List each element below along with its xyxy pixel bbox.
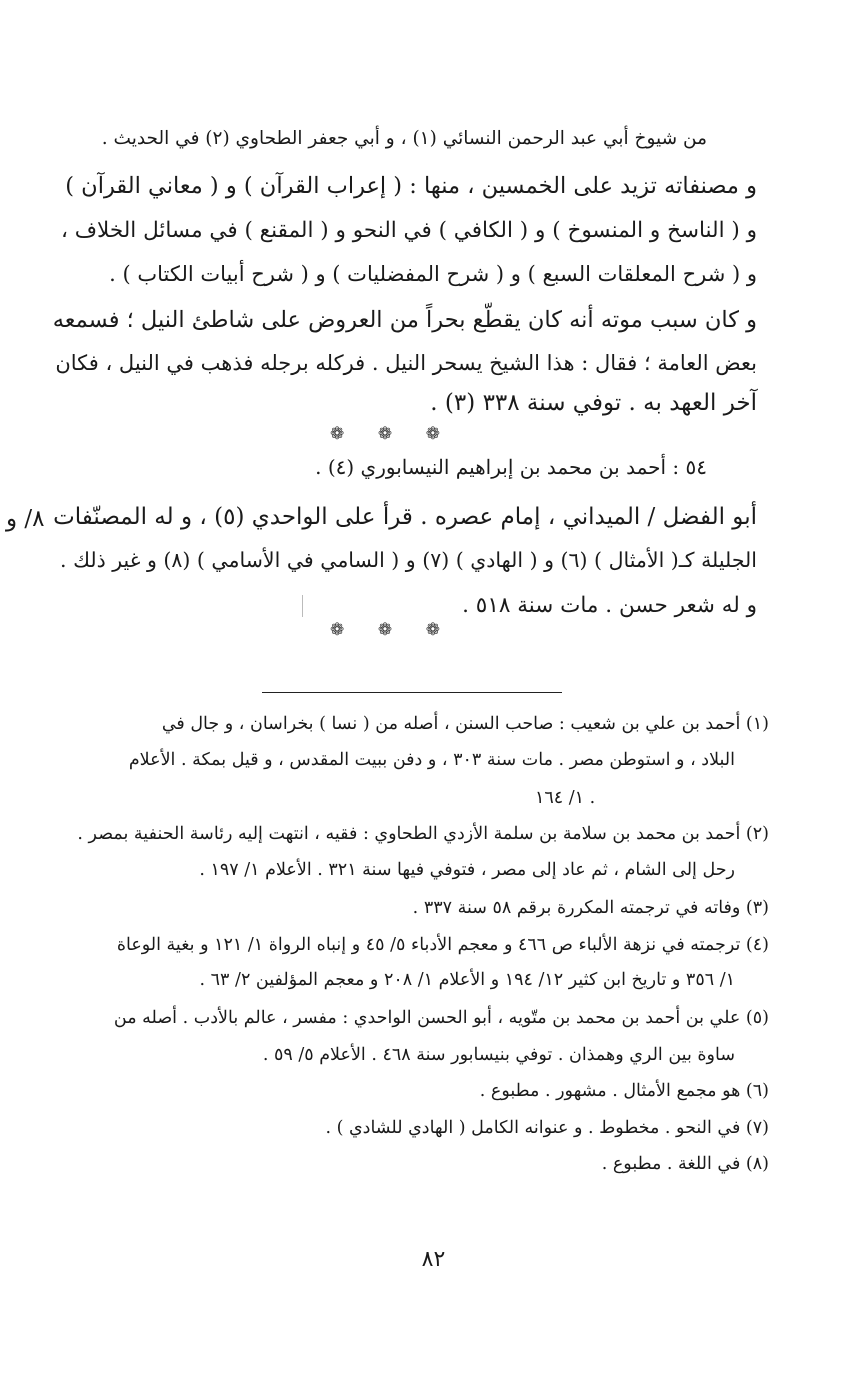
body-line: و كان سبب موته أنه كان يقطّع بحراً من العروض على شاطئ النيل ؛ فسمعه <box>52 307 757 333</box>
footnote-line: ١/ ٣٥٦ و تاريخ ابن كثير ١٢/ ١٩٤ و الأعلام ١/ ٢٠٨ و معجم المؤلفين ٢/ ٦٣ . <box>199 970 735 990</box>
scan-mark <box>302 595 303 617</box>
footnote-line: (٨) في اللغة . مطبوع . <box>601 1154 769 1174</box>
ornament-icon: ❁ <box>425 424 440 444</box>
body-line: من شيوخ أبي عبد الرحمن النسائي (١) ، و أبي جعفر الطحاوي (٢) في الحديث . <box>101 128 707 149</box>
ornament-icon: ❁ <box>330 424 345 444</box>
footnote-line: ساوة بين الري وهمذان . توفي بنيسابور سنة ٤٦٨ . الأعلام ٥/ ٥٩ . <box>262 1045 735 1065</box>
footnote-line: (١) أحمد بن علي بن شعيب : صاحب السنن ، أصله من ( نسا ) بخراسان ، و جال في <box>161 714 769 734</box>
ornament-icon: ❁ <box>377 424 393 444</box>
footnote-line: البلاد ، و استوطن مصر . مات سنة ٣٠٣ ، و دفن ببيت المقدس ، و قيل بمكة . الأعلام <box>128 750 735 770</box>
footnote-line: ١/ ١٦٤ . <box>535 788 596 808</box>
body-line: و ( شرح المعلقات السبع ) و ( شرح المفضليات ) و ( شرح أبيات الكتاب ) . <box>109 262 757 286</box>
footnote-line: (٤) ترجمته في نزهة الألباء ص ٤٦٦ و معجم الأدباء ٥/ ٤٥ و إنباه الرواة ١/ ١٢١ و بغية الوعاة <box>116 935 769 955</box>
footnote-line: رحل إلى الشام ، ثم عاد إلى مصر ، فتوفي فيها سنة ٣٢١ . الأعلام ١/ ١٩٧ . <box>199 860 735 880</box>
entry-heading: ٥٤ : أحمد بن محمد بن إبراهيم النيسابوري (٤) . <box>315 455 707 479</box>
body-line: أبو الفضل / الميداني ، إمام عصره . قرأ على الواحدي (٥) ، و له المصنّفات <box>53 504 757 530</box>
footnote-line: (٣) وفاته في ترجمته المكررة برقم ٥٨ سنة ٣٣٧ . <box>412 898 769 918</box>
footnote-line: (٦) هو مجمع الأمثال . مشهور . مطبوع . <box>479 1081 769 1101</box>
footnote-line: (٢) أحمد بن محمد بن سلامة بن سلمة الأزدي الطحاوي : فقيه ، انتهت إليه رئاسة الحنفية بمصر . <box>77 824 769 844</box>
ornament-icon: ❁ <box>330 620 345 640</box>
ornament-icon: ❁ <box>377 620 393 640</box>
margin-note: ٨/ و <box>6 506 45 532</box>
body-line: الجليلة كـ( الأمثال ) (٦) و ( الهادي ) (٧) و ( السامي في الأسامي ) (٨) و غير ذلك . <box>60 548 757 572</box>
body-line: بعض العامة ؛ فقال : هذا الشيخ يسحر النيل . فركله برجله فذهب في النيل ، فكان <box>55 351 757 375</box>
ornament-icon: ❁ <box>425 620 440 640</box>
body-line: و مصنفاته تزيد على الخمسين ، منها : ( إعراب القرآن ) و ( معاني القرآن ) <box>65 173 757 199</box>
footnote-line: (٧) في النحو . مخطوط . و عنوانه الكامل ( الهادي للشادي ) . <box>325 1118 769 1138</box>
section-separator <box>330 424 440 444</box>
body-line: و ( الناسخ و المنسوخ ) و ( الكافي ) في النحو و ( المقنع ) في مسائل الخلاف ، <box>60 218 757 243</box>
page-number: ٨٢ <box>421 1247 446 1272</box>
body-line: و له شعر حسن . مات سنة ٥١٨ . <box>462 593 757 618</box>
footnote-line: (٥) علي بن أحمد بن محمد بن متّويه ، أبو الحسن الواحدي : مفسر ، عالم بالأدب . أصله من <box>113 1008 769 1028</box>
body-line: آخر العهد به . توفي سنة ٣٣٨ (٣) . <box>430 390 757 416</box>
footnote-separator <box>262 692 562 693</box>
section-separator <box>330 620 440 640</box>
